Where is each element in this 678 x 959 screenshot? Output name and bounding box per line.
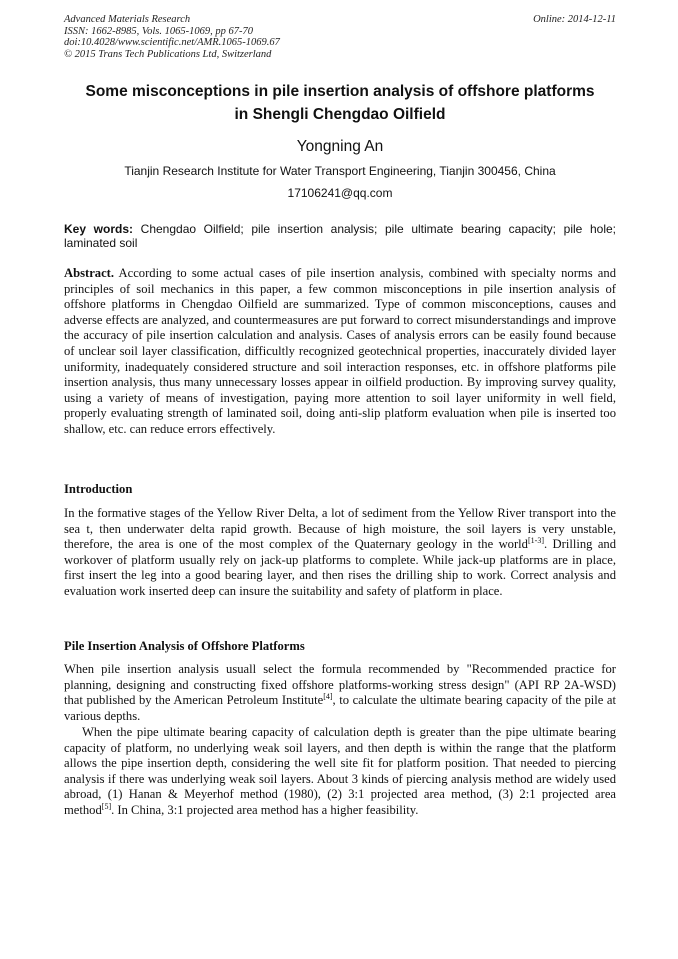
- title-line-2: in Shengli Chengdao Oilfield: [234, 106, 446, 123]
- section-heading-introduction: Introduction: [64, 482, 133, 496]
- copyright-line: © 2015 Trans Tech Publications Ltd, Switzerland: [64, 48, 272, 60]
- running-header: [64, 14, 616, 60]
- intro-text-2: . Drilling and workover of platform usually rely on jack-up platforms to complete. While jack-up platforms are in place, first insert the leg into a good bearing layer, and then rises the drilling ship to work. Correct analysis and evaluation work inserted deep can insure the suitability and safety of platform in place.: [64, 537, 617, 598]
- abstract-text: According to some actual cases of pile insertion analysis, combined with specialty norms and principles of soil mechanics in this paper, a few common misconceptions in pile insertion analysis of offshore platforms in Chengdao Oilfield are summarized. Type of common misconceptions, causes and adverse effects are analyzed, and countermeasures are put forward to correct misunderstandings and improve the accuracy of pile insertion calculation and analysis. Cases of analysis errors can be easily found because of unclear soil layer classification, difficultly recognized geotechnical properties, inaccurately divided layer uniformity, inadequately considered structure and soil interaction responses, etc. in offshore platforms pile insertion analysis, thus many unnecessary losses appear in oilfield production. By improving survey quality, using a variety of means of investigation, paying more attention to soil layer uniformity in well field, properly evaluating strength of laminated soil, doing anti-slip platform evaluation when pile is inserted too shallow, etc. can reduce errors effectively.: [64, 266, 616, 436]
- introduction-paragraph: [64, 506, 616, 600]
- abstract-label: Abstract.: [64, 266, 115, 280]
- paper-title: [64, 80, 616, 126]
- pile2-text-2: . In China, 3:1 projected area method has a higher feasibility.: [111, 802, 419, 817]
- citation-ref: [4]: [323, 692, 333, 701]
- keywords-text: Chengdao Oilfield; pile insertion analysis; pile ultimate bearing capacity; pile hole; laminated soil: [64, 222, 617, 250]
- online-date: Online: 2014-12-11: [533, 14, 616, 25]
- pile-paragraph-1: [64, 662, 616, 724]
- pile2-text-1: When the pipe ultimate bearing capacity of calculation depth is greater than the pipe ultimate bearing capacity of platform, no underlying weak soil layers, and then depth is within the range that the platform allows the pipe insertion depth, considering the well site fit for platform position. That needed to piercing analysis if there was underlying weak soil layers. About 3 kinds of piercing analysis method are widely used abroad, (1) Hanan & Meyerhof method (1980), (2) 3:1 projected area method, (3) 2:1 projected area method: [64, 725, 616, 817]
- journal-name: Advanced Materials Research: [64, 14, 191, 25]
- pile-paragraph-2: [64, 725, 616, 819]
- author-email: 17106241@qq.com: [287, 186, 393, 200]
- abstract-paragraph: [64, 266, 616, 438]
- title-line-1: Some misconceptions in pile insertion analysis of offshore platforms: [85, 83, 595, 100]
- citation-ref: [1-3]: [527, 536, 544, 545]
- keywords-label: Key words:: [64, 222, 133, 236]
- pile1-text-2: , to calculate the ultimate bearing capacity of the pile at various depths.: [64, 693, 616, 723]
- doi-line: doi:10.4028/www.scientific.net/AMR.1065-1069.67: [64, 37, 280, 49]
- affiliation: Tianjin Research Institute for Water Transport Engineering, Tianjin 300456, China: [124, 164, 556, 178]
- intro-text-1: In the formative stages of the Yellow River Delta, a lot of sediment from the Yellow River transport into the sea t, then underwater delta rapid growth. Because of high moisture, the soil layers is very unstable, therefore, the area is one of the most complex of the Quaternary geology in the world: [64, 506, 616, 552]
- section-heading-pile-insertion: Pile Insertion Analysis of Offshore Platforms: [64, 639, 305, 653]
- citation-ref: [5]: [101, 801, 112, 811]
- pile1-text-1: When pile insertion analysis usuall select the formula recommended by "Recommended practice for planning, designing and constructing fixed offshore platforms-working stress design" (API RP 2A-WSD) that published by the American Petroleum Institute: [64, 662, 616, 708]
- author-name: Yongning An: [296, 138, 384, 155]
- keywords-block: [64, 222, 616, 250]
- issn-line: ISSN: 1662-8985, Vols. 1065-1069, pp 67-70: [64, 25, 253, 37]
